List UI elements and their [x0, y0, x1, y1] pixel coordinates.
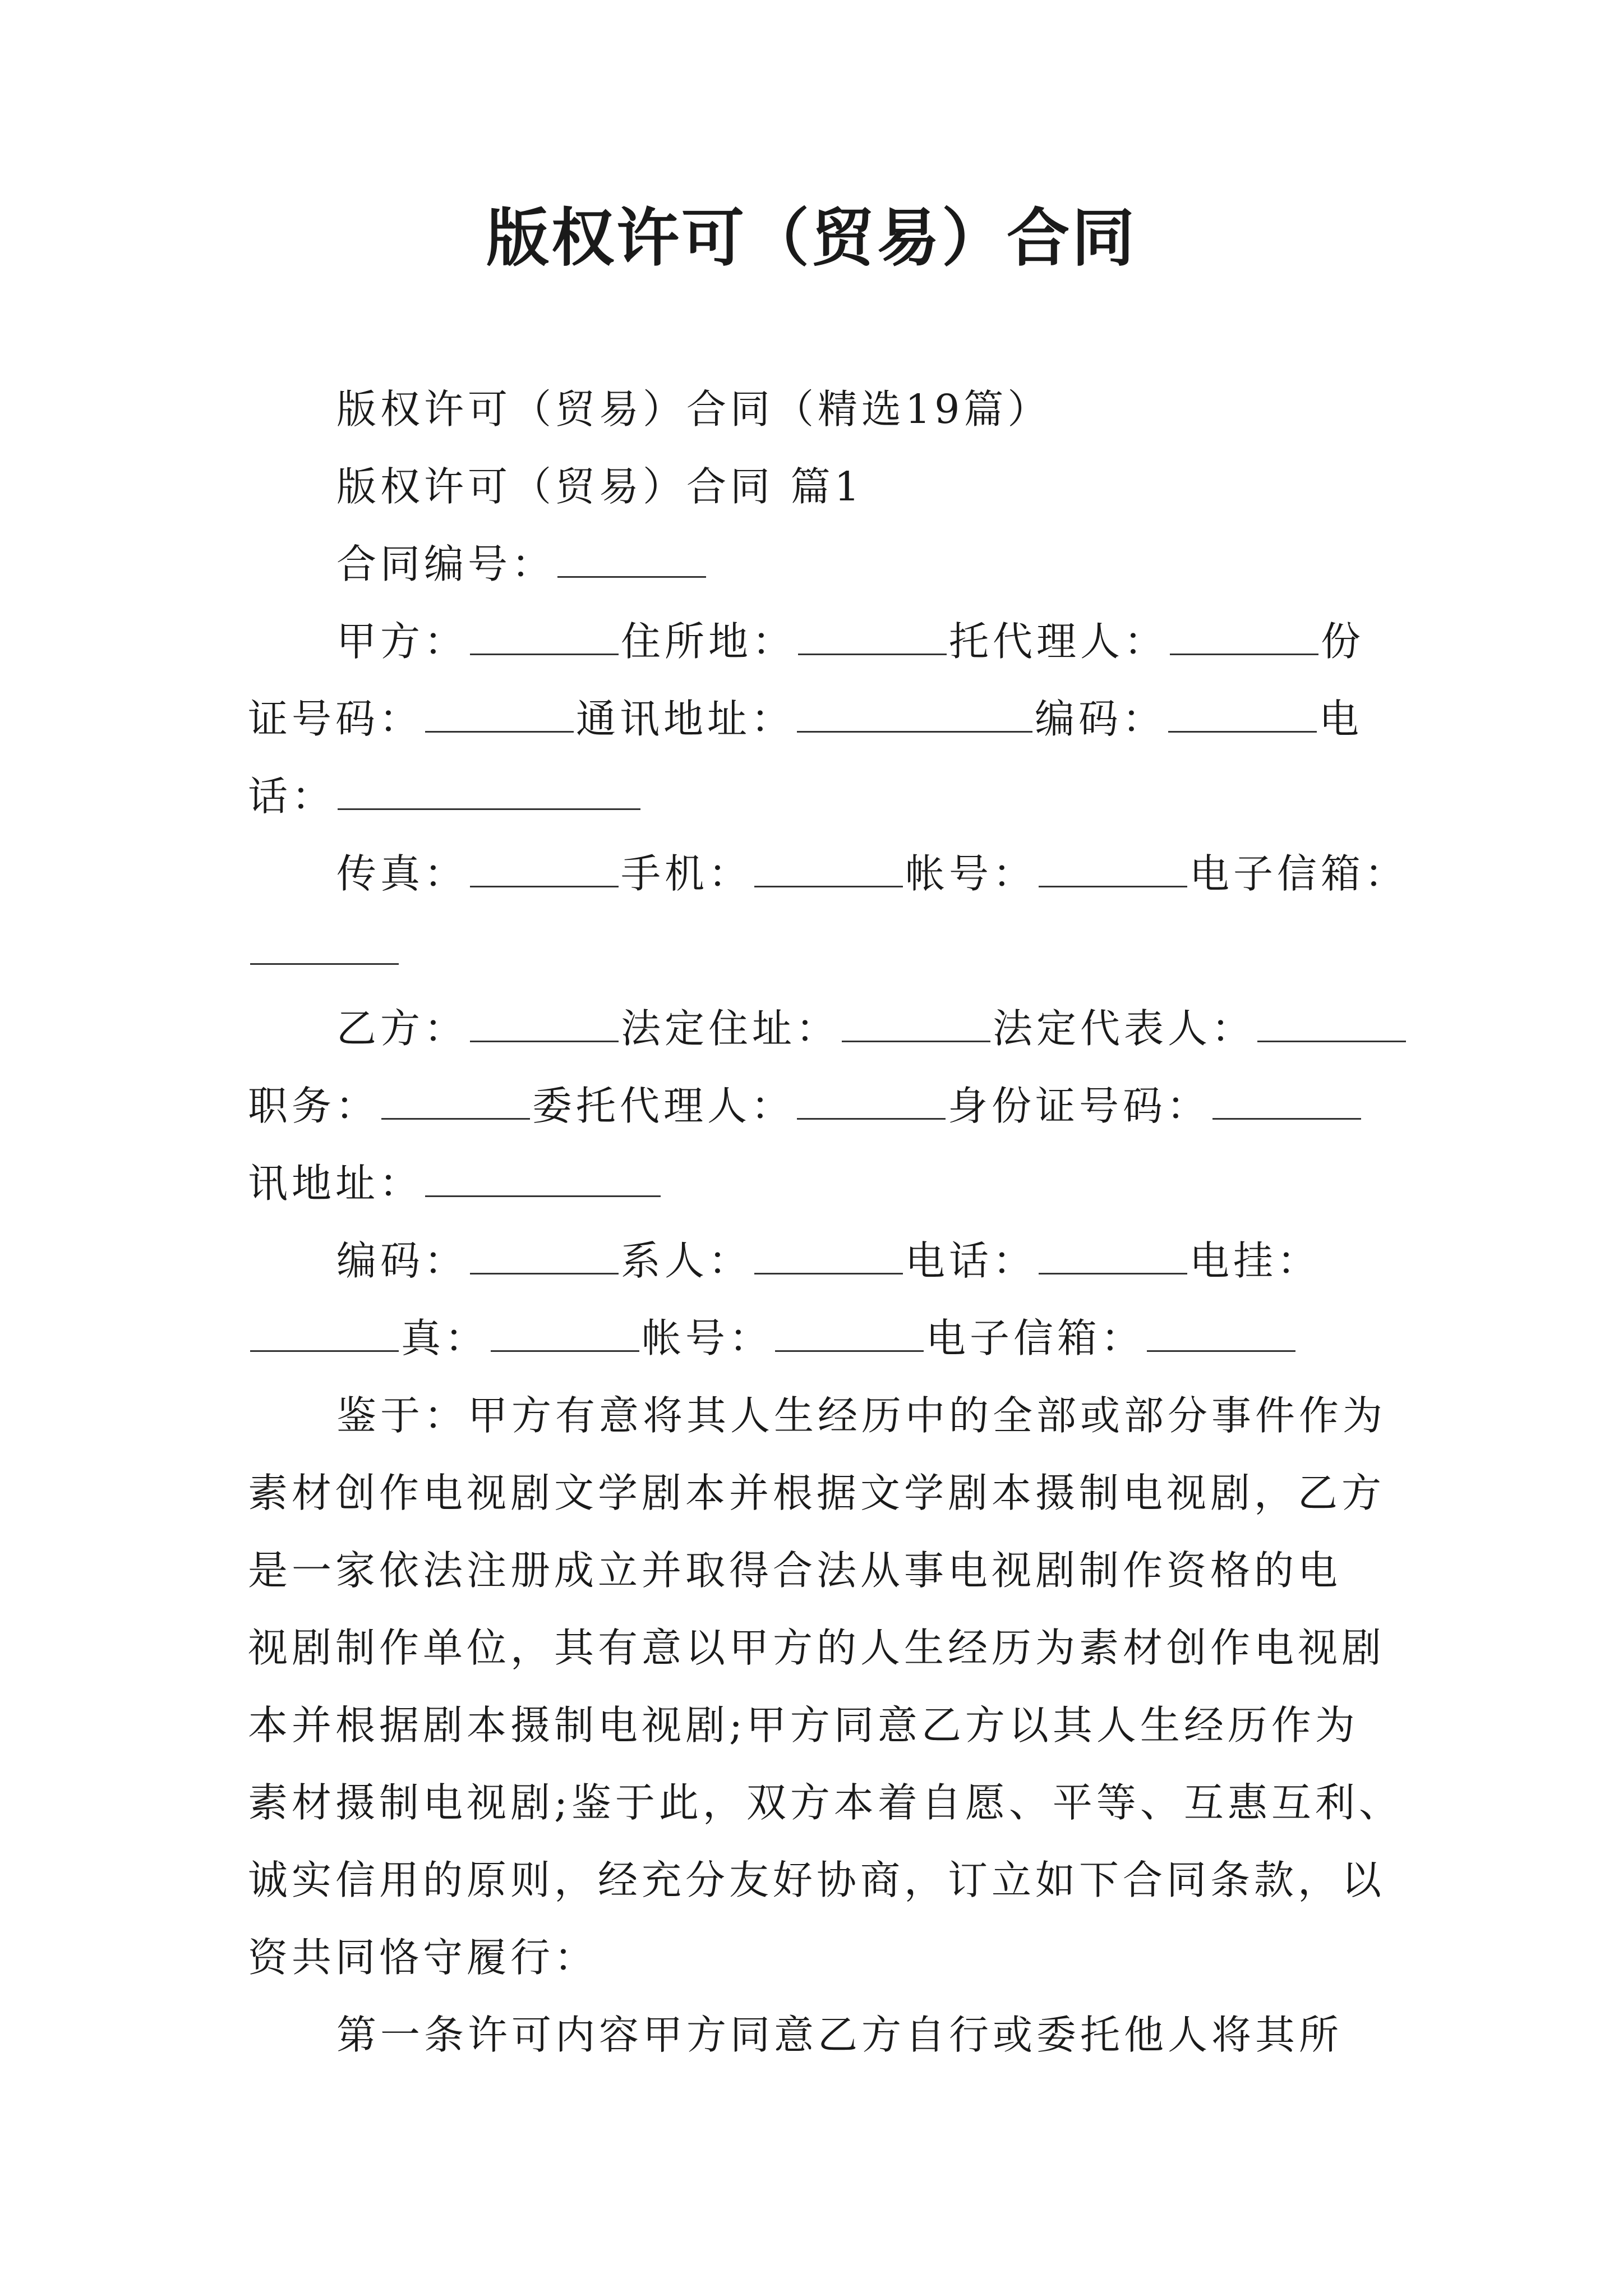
b-address-label: 讯地址： [248, 1160, 423, 1207]
b-email-blank [1147, 1311, 1295, 1352]
legal-address-label: 法定住址： [621, 1005, 840, 1052]
article-one-line: 第一条许可内容甲方同意乙方自行或委托他人将其所 [336, 2012, 1343, 2058]
party-a-label: 甲方： [336, 618, 468, 665]
telegraph-blank [250, 1311, 399, 1352]
id-number-blank [425, 692, 574, 733]
address-blank [797, 692, 1032, 733]
id-prefix: 份 [1321, 618, 1365, 665]
contract-number-blank [557, 537, 706, 578]
phone-label: 话： [248, 773, 336, 820]
party-a-line-2 [248, 691, 1363, 747]
subtitle-text: 版权许可（贸易）合同（精选19篇） [336, 386, 1052, 432]
paragraph-line: 资共同恪守履行： [248, 1934, 598, 1981]
contact-blank [754, 1234, 903, 1274]
b-agent-label: 委托代理人： [532, 1083, 795, 1129]
b-account-label: 帐号： [642, 1315, 773, 1361]
legal-rep-label: 法定代表人： [993, 1005, 1256, 1052]
party-a-line-5 [248, 923, 401, 979]
b-phone-blank [1039, 1234, 1187, 1274]
document-title: 版权许可（贸易）合同 [486, 201, 1137, 275]
b-id-blank [1212, 1079, 1361, 1120]
phone-prefix: 电 [1319, 696, 1363, 742]
account-blank [1039, 846, 1187, 887]
address-label: 通讯地址： [576, 696, 795, 742]
fax-label: 传真： [336, 850, 468, 897]
paragraph-line: 素材摄制电视剧;鉴于此，双方本着自愿、平等、互惠互利、 [248, 1779, 1403, 1826]
party-b-line-4 [336, 1233, 1321, 1289]
party-a-line-3 [248, 769, 643, 825]
email-label: 电子信箱： [1189, 850, 1409, 897]
b-agent-blank [797, 1079, 946, 1120]
paragraph-line: 素材创作电视剧文学剧本并根据文学剧本摄制电视剧，乙方 [248, 1470, 1386, 1516]
contract-number-line [336, 536, 708, 592]
postcode-label: 编码： [1035, 696, 1166, 742]
mobile-blank [754, 846, 903, 887]
b-account-blank [775, 1311, 924, 1352]
b-phone-label: 电话： [905, 1237, 1037, 1284]
b-fax-label: 真： [401, 1315, 489, 1361]
residence-label: 住所地： [621, 618, 796, 665]
b-address-blank [425, 1156, 661, 1197]
contract-number-label: 合同编号： [336, 541, 556, 587]
account-label: 帐号： [905, 850, 1037, 897]
agent-blank [1170, 614, 1318, 655]
party-a-line-4 [336, 846, 1408, 902]
contact-label: 系人： [621, 1237, 753, 1284]
id-number-label: 证号码： [248, 696, 423, 742]
postcode-blank [1168, 692, 1317, 733]
b-id-label: 身份证号码： [948, 1083, 1211, 1129]
b-postcode-label: 编码： [336, 1237, 468, 1284]
b-postcode-blank [470, 1234, 619, 1274]
party-a-line-1 [336, 614, 1364, 670]
party-b-line-1 [336, 1001, 1408, 1057]
b-email-label: 电子信箱： [926, 1315, 1145, 1361]
paragraph-line: 鉴于：甲方有意将其人生经历中的全部或部分事件作为 [336, 1392, 1387, 1439]
party-b-label: 乙方： [336, 1005, 468, 1052]
party-b-line-3 [248, 1156, 663, 1212]
mobile-label: 手机： [621, 850, 753, 897]
email-blank [250, 924, 399, 965]
agent-label: 托代理人： [949, 618, 1168, 665]
paragraph-line: 本并根据剧本摄制电视剧;甲方同意乙方以其人生经历作为 [248, 1702, 1359, 1749]
section-heading [336, 459, 864, 515]
telegraph-label: 电挂： [1189, 1237, 1321, 1284]
party-b-line-5 [248, 1310, 1298, 1366]
position-blank [381, 1079, 530, 1120]
legal-address-blank [842, 1001, 990, 1042]
phone-blank [338, 769, 640, 810]
paragraph-line: 是一家依法注册成立并取得合法从事电视剧制作资格的电 [248, 1547, 1342, 1594]
subtitle-line [336, 381, 1051, 438]
party-b-blank [470, 1001, 619, 1042]
paragraph-line: 诚实信用的原则，经充分友好协商，订立如下合同条款，以 [248, 1857, 1386, 1903]
b-fax-blank [491, 1311, 639, 1352]
paragraph-line: 视剧制作单位，其有意以甲方的人生经历为素材创作电视剧 [248, 1625, 1386, 1671]
position-label: 职务： [248, 1083, 380, 1129]
party-a-blank [470, 614, 619, 655]
party-b-line-2 [248, 1078, 1363, 1134]
section-heading-text: 版权许可（贸易）合同 篇1 [336, 463, 864, 510]
legal-rep-blank [1257, 1001, 1406, 1042]
residence-blank [798, 614, 947, 655]
fax-blank [470, 846, 619, 887]
